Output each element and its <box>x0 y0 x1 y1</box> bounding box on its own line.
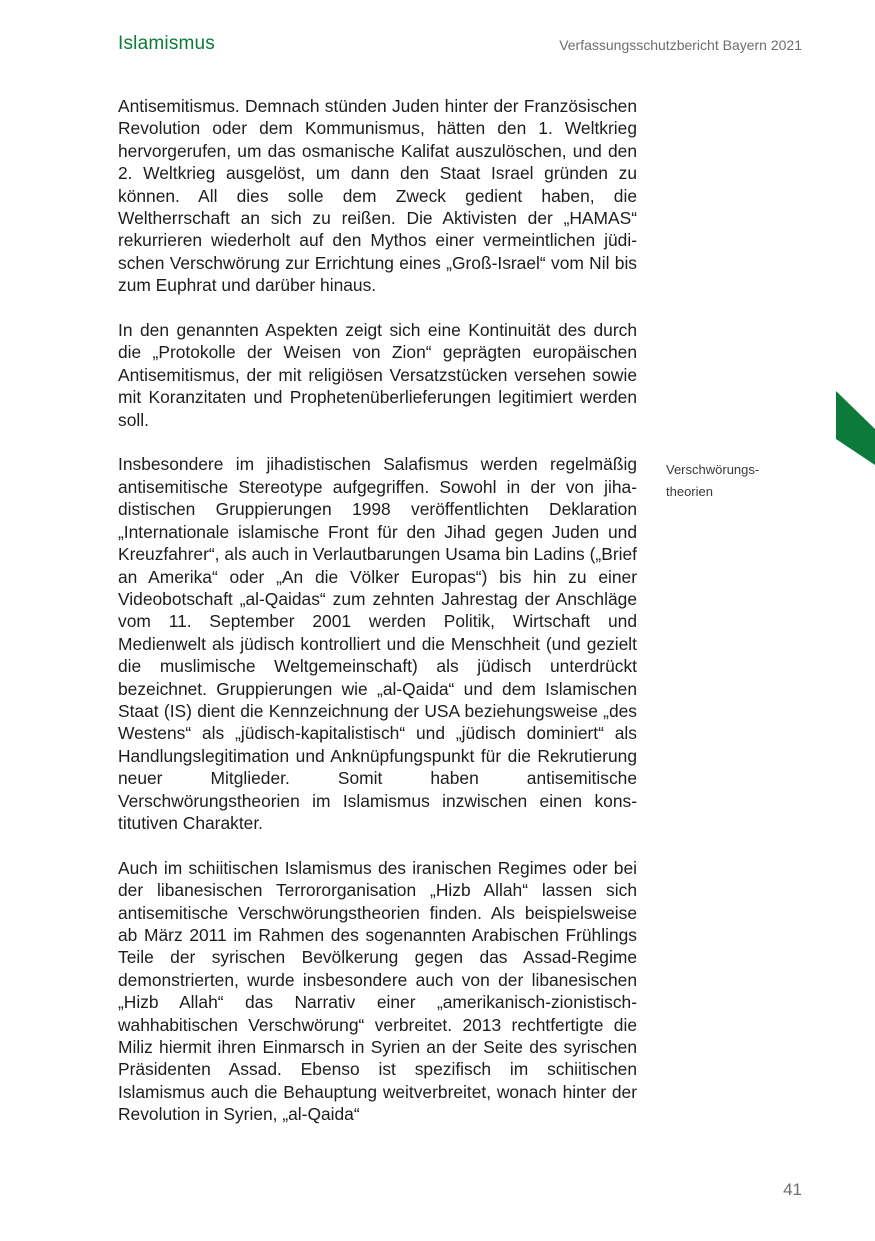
report-title: Verfassungsschutzbericht Bayern 2021 <box>559 37 802 53</box>
paragraph-3: Insbesondere im jihadistischen Salafismus werden regelmäßig antisemitische Stereotype aufgegriffen. Sowohl in der von jihadistischen Gruppierungen 1998 veröffentlichten Deklaration „Internationale islamische Front für den Jihad gegen Juden und Kreuzfahrer“, als auch in Verlautbarungen Usama bin Ladins („Brief an Amerika“ oder „An die Völker Europas“) bis hin zu einer Videobotschaft „al-Qaidas“ zum zehnten Jahrestag der Anschläge vom 11. September 2001 werden Politik, Wirtschaft und Medienwelt als jüdisch kontrolliert und die Menschheit (und gezielt die muslimische Weltgemeinschaft) als jüdisch unterdrückt bezeichnet. Gruppierungen wie „al-Qaida“ und dem Islamischen Staat (IS) dient die Kennzeichnung der USA beziehungsweise „des Westens“ als „jüdisch-kapitalistisch“ und „jüdisch dominiert“ als Handlungslegitimation und Anknüpfungspunkt für die Rekrutierung neuer Mitglieder. Somit haben antisemitische Verschwörungstheorien im Islamismus inzwischen einen konstitutiven Charakter. <box>118 454 637 833</box>
chapter-tab-shape <box>836 391 875 465</box>
paragraph-1: Antisemitismus. Demnach stünden Juden hinter der Französischen Revolution oder dem Kommunismus, hätten den 1. Weltkrieg hervorgerufen, um das osmanische Kalifat auszulöschen, und den 2. Weltkrieg ausgelöst, um dann den Staat Israel gründen zu können. All dies solle dem Zweck gedient haben, die Weltherrschaft an sich zu reißen. Die Aktivisten der „HAMAS“ rekurrieren wiederholt auf den Mythos einer vermeintlichen jüdischen Verschwörung zur Errichtung eines „Groß-Israel“ vom Nil bis zum Euphrat und darüber hinaus. <box>118 96 637 296</box>
body-text <box>118 95 637 1148</box>
section-title: Islamismus <box>118 33 216 54</box>
paragraph-4: Auch im schiitischen Islamismus des iranischen Regimes oder bei der libanesischen Terrororganisation „Hizb Allah“ lassen sich antisemitische Verschwörungstheorien finden. Als beispielsweise ab März 2011 im Rahmen des sogenannten Arabischen Frühlings Teile der syrischen Bevölkerung gegen das Assad-Regime demonstrierten, wurde insbesondere auch von der libanesischen „Hizb Allah“ das Narrativ einer „amerikanisch-zionistisch-wahhabitischen Verschwörung“ verbreitet. 2013 rechtfertigte die Miliz hiermit ihren Einmarsch in Syrien an der Seite des syrischen Präsidenten Assad. Ebenso ist spezifisch im schiitischen Islamismus auch die Behauptung weitverbreitet, wonach hinter der Revolution in Syrien, „al-Qaida“ <box>118 857 637 1125</box>
paragraph-2: In den genannten Aspekten zeigt sich eine Kontinuität des durch die „Protokolle der Weisen von Zion“ geprägten europäischen Antisemitismus, der mit religiösen Versatzstücken versehen sowie mit Koranzitaten und Prophetenüberlieferungen legitimiert werden soll. <box>118 320 637 430</box>
margin-note: Verschwörungs- theorien <box>666 462 760 499</box>
page-number: 41 <box>783 1180 802 1199</box>
